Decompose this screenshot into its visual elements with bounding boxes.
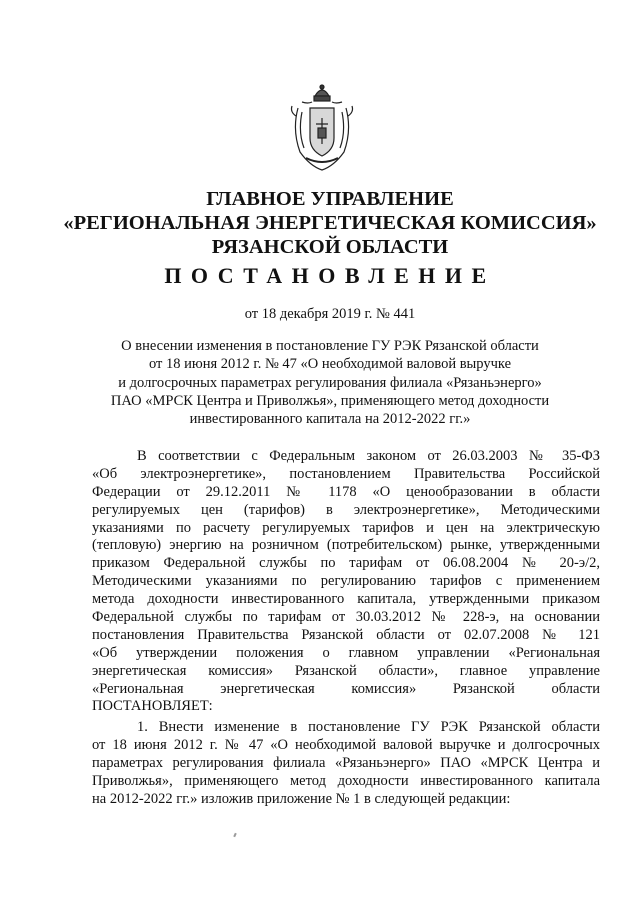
subject-line: О внесении изменения в постановление ГУ РЭК Рязанской области bbox=[121, 338, 539, 354]
paragraph-line: параметрах регулирования филиала «Рязаньэнерго» ПАО «МРСК Центра и bbox=[92, 754, 600, 771]
paragraph-line: «Региональная энергетическая комиссия» Рязанской области bbox=[92, 680, 600, 697]
resolves-keyword: ПОСТАНОВЛЯЕТ: bbox=[92, 698, 213, 715]
paragraph-line: «Об электроэнергетике», постановлением Правительства Российской bbox=[92, 465, 600, 482]
coat-of-arms-emblem bbox=[288, 82, 356, 174]
paragraph-line: постановления Правительства Рязанской области от 02.07.2008 № 121 bbox=[92, 626, 600, 643]
paragraph-line: Методическими указаниями по регулированию тарифов с применением bbox=[92, 573, 600, 590]
paragraph-line: от 18 июня 2012 г. № 47 «О необходимой валовой выручке и долгосрочных bbox=[92, 736, 600, 753]
paragraph-line: Федерации от 29.12.2011 № 1178 «О ценообразовании в области bbox=[92, 483, 600, 500]
subject-line: ПАО «МРСК Центра и Приволжья», применяющего метод доходности bbox=[110, 392, 550, 409]
paragraph-line: приказом Федеральной службы по тарифам от 06.08.2004 № 20-э/2, bbox=[92, 555, 600, 572]
scan-speck bbox=[233, 833, 237, 837]
org-line: «РЕГИОНАЛЬНАЯ ЭНЕРГЕТИЧЕСКАЯ КОМИССИЯ» bbox=[63, 212, 597, 234]
paragraph-line: (тепловую) энергию на розничном (потребительском) рынке, утвержденными bbox=[92, 537, 600, 554]
paragraph-line: 1. Внести изменение в постановление ГУ РЭК Рязанской области bbox=[137, 719, 600, 735]
clause-1-paragraph bbox=[92, 719, 600, 808]
paragraph-line: метода доходности инвестированного капитала, утвержденными приказом bbox=[92, 591, 600, 608]
document-type-title: ПОСТАНОВЛЕНИЕ bbox=[164, 263, 496, 288]
subject-line: и долгосрочных параметрах регулирования филиала «Рязаньэнерго» bbox=[118, 374, 542, 391]
subject-line: инвестированного капитала на 2012-2022 гг.» bbox=[189, 411, 471, 428]
subject-line: от 18 июня 2012 г. № 47 «О необходимой валовой выручке bbox=[148, 356, 512, 373]
paragraph-line: В соответствии с Федеральным законом от 26.03.2003 № 35-ФЗ bbox=[137, 448, 600, 464]
paragraph-line: регулируемых цен (тарифов) в электроэнергетике», Методическими bbox=[92, 501, 600, 518]
org-line: РЯЗАНСКОЙ ОБЛАСТИ bbox=[211, 236, 449, 258]
date-number-line: от 18 декабря 2019 г. № 441 bbox=[244, 306, 416, 322]
preamble-paragraph bbox=[92, 448, 600, 716]
paragraph-line: Приволжья», применяющего метод доходности инвестированного капитала bbox=[92, 772, 600, 789]
paragraph-line: Федеральной службы по тарифам от 30.03.2012 № 228-э, на основании bbox=[92, 609, 600, 626]
paragraph-line: энергетическая комиссия» Рязанской области», главное управление bbox=[92, 662, 600, 679]
paragraph-line: «Об утверждении положения о главном управлении «Региональная bbox=[92, 644, 600, 661]
paragraph-line: на 2012-2022 гг.» изложив приложение № 1 в следующей редакции: bbox=[92, 790, 511, 807]
organization-name bbox=[60, 187, 600, 259]
paragraph-line: указаниями по расчету регулируемых тарифов и цен на электрическую bbox=[92, 519, 600, 536]
org-line: ГЛАВНОЕ УПРАВЛЕНИЕ bbox=[206, 188, 454, 210]
document-subject bbox=[60, 337, 600, 428]
